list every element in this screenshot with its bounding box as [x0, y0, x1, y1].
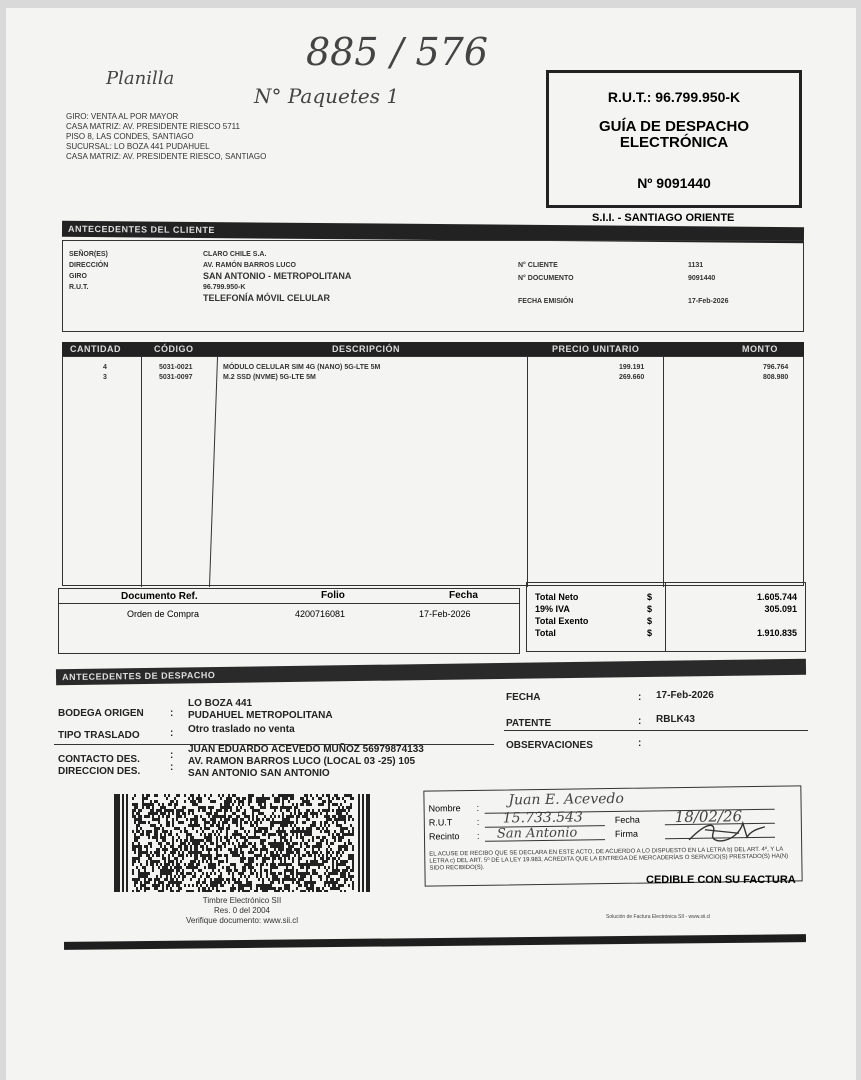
plate-label: PATENTE — [506, 718, 552, 729]
column-header-unit-price: PRECIO UNITARIO — [552, 344, 640, 354]
dispatch-date-label: FECHA — [506, 692, 541, 703]
document-number: Nº 9091440 — [637, 175, 711, 191]
contact-labels — [58, 754, 140, 778]
client-value: 96.799.950-K — [203, 284, 246, 291]
handwritten-note-center: N° Paquetes 1 — [254, 84, 400, 108]
transfer-type: Otro traslado no venta — [188, 724, 295, 735]
reference-header-document: Documento Ref. — [121, 591, 198, 602]
totals-currency — [647, 591, 652, 639]
items-table-body — [62, 356, 804, 586]
colon: : — [638, 692, 642, 703]
contact-values — [188, 744, 424, 780]
document-title-line: ELECTRÓNICA — [619, 134, 729, 151]
receipt-site-label: Recinto — [428, 831, 460, 842]
client-right-value: 1131 — [688, 262, 704, 269]
total-value — [757, 615, 797, 627]
reference-header-folio: Folio — [321, 590, 345, 601]
client-right-label: N° CLIENTE — [518, 262, 558, 269]
dispatch-guide-sheet — [6, 8, 856, 1080]
issuer-line: SUCURSAL: LO BOZA 441 PUDAHUEL — [66, 142, 210, 151]
address-value: SAN ANTONIO SAN ANTONIO — [188, 768, 330, 779]
total-value: 1.605.744 — [756, 592, 797, 602]
row-unit-price: 269.660 — [619, 374, 645, 381]
origin-warehouse-line: LO BOZA 441 — [188, 698, 253, 709]
column-header-description: DESCRIPCIÓN — [332, 344, 401, 354]
client-values — [203, 249, 351, 304]
plate: RBLK43 — [656, 714, 695, 725]
receipt-site-handwritten: San Antonio — [496, 825, 578, 842]
dispatch-section-header: ANTECEDENTES DE DESPACHO — [56, 659, 806, 685]
stamp-line: Timbre Electrónico SII — [202, 896, 282, 905]
receipt-signature-label: Firma — [614, 828, 639, 839]
client-value: CLARO CHILE S.A. — [203, 251, 267, 258]
receipt-date-label: Fecha — [614, 814, 640, 825]
transfer-type-label: TIPO TRASLADO — [58, 730, 140, 741]
colon: : — [170, 728, 174, 739]
reference-header-date: Fecha — [449, 590, 478, 601]
row-quantity: 3 — [103, 374, 107, 381]
signature-mark — [687, 817, 767, 846]
totals-box — [526, 582, 806, 652]
origin-warehouse — [188, 698, 333, 722]
reference-folio: 4200716081 — [295, 609, 346, 619]
issuer-line: PISO 8, LAS CONDES, SANTIAGO — [66, 132, 194, 141]
row-amount: 796.764 — [763, 364, 789, 371]
contact-value: JUAN EDUARDO ACEVEDO MUÑOZ 56979874133 — [188, 744, 424, 755]
document-title — [549, 119, 799, 151]
colons: : : — [170, 750, 174, 773]
colon: : — [638, 738, 642, 749]
client-right-values — [688, 259, 728, 308]
document-title-line: GUÍA DE DESPACHO — [598, 118, 749, 135]
currency-sign: $ — [647, 592, 653, 602]
client-label: GIRO — [69, 273, 87, 280]
receipt-name-label: Nombre — [428, 803, 461, 814]
footer-note: Solución de Factura Electrónica SII - www.sii.cl — [606, 914, 711, 920]
total-label: 19% IVA — [535, 604, 570, 614]
client-label: SEÑOR(ES) — [69, 251, 108, 258]
column-header-quantity: CANTIDAD — [70, 344, 121, 354]
issuer-line: GIRO: VENTA AL POR MAYOR — [66, 112, 179, 121]
receipt-legal-text: EL ACUSE DE RECIBO QUE SE DECLARA EN ESTE ACTO, DE ACUERDO A LO DISPUESTO EN LA LETRA b) DEL ART. 4º, Y LA LETRA c) DEL ART. 5º DE LA LEY 19.983, ACREDITA QUE LA ENTREGA DE MERCADERÍAS O SERVICIO(S) PRESTADO(S) HA(N) SIDO RECIBIDO(S). — [429, 846, 789, 872]
stamp-caption — [114, 896, 370, 926]
stamp-line: Res. 0 del 2004 — [213, 906, 271, 915]
handwritten-note-left: Planilla — [106, 68, 175, 89]
client-right-value: 9091440 — [688, 275, 716, 282]
column-header-amount: MONTO — [742, 344, 778, 354]
receipt-rut-handwritten: 15.733.543 — [502, 809, 584, 827]
address-label: DIRECCION DES. — [58, 766, 141, 777]
handwritten-number: 885 / 576 — [306, 30, 489, 74]
cedible-label: CEDIBLE CON SU FACTURA — [646, 874, 796, 886]
client-right-value: 17-Feb-2026 — [688, 298, 729, 305]
client-value: TELEFONÍA MÓVIL CELULAR — [203, 293, 330, 303]
row-code: 5031-0097 — [159, 374, 193, 381]
items-table-header — [62, 342, 804, 356]
address-value: AV. RAMON BARROS LUCO (LOCAL 03 -25) 105 — [188, 756, 416, 767]
client-right-label: FECHA EMISIÓN — [518, 298, 574, 305]
sii-office: S.I.I. - SANTIAGO ORIENTE — [592, 212, 735, 224]
client-right-labels — [518, 259, 574, 308]
currency-sign: $ — [647, 616, 653, 626]
row-description: M.2 SSD (NVME) 5G-LTE 5M — [223, 374, 316, 381]
receipt-box — [423, 785, 802, 886]
barcode-graphic — [114, 794, 370, 892]
client-labels — [69, 249, 108, 293]
rut-number: R.U.T.: 96.799.950-K — [607, 89, 741, 105]
observations-label: OBSERVACIONES — [506, 740, 593, 751]
totals-labels — [535, 591, 588, 639]
issuer-line: CASA MATRIZ: AV. PRESIDENTE RIESCO 5711 — [66, 122, 240, 131]
client-box — [62, 240, 804, 332]
row-description: MÓDULO CELULAR SIM 4G (NANO) 5G-LTE 5M — [223, 364, 381, 371]
client-label: R.U.T. — [69, 284, 89, 291]
issuer-line: CASA MATRIZ: AV. PRESIDENTE RIESCO, SANTIAGO — [66, 152, 267, 161]
stamp-line: Verifique documento: www.sii.cl — [185, 916, 299, 925]
currency-sign: $ — [647, 604, 653, 614]
total-value: 1.910.835 — [756, 628, 797, 638]
row-amount: 808.980 — [763, 374, 789, 381]
receipt-name-handwritten: Juan E. Acevedo — [508, 790, 624, 809]
receipt-rut-label: R.U.T — [428, 817, 453, 828]
bottom-rule — [64, 934, 806, 950]
row-quantity: 4 — [103, 364, 107, 371]
origin-warehouse-label: BODEGA ORIGEN — [58, 708, 144, 719]
client-right-label: N° DOCUMENTO — [518, 275, 574, 282]
total-label: Total Exento — [535, 616, 589, 626]
reference-document: Orden de Compra — [127, 609, 200, 619]
electronic-stamp-barcode — [114, 794, 370, 892]
document-box — [546, 70, 802, 208]
dispatch-date: 17-Feb-2026 — [656, 690, 714, 701]
colon: : — [170, 708, 174, 719]
contact-label: CONTACTO DES. — [58, 754, 140, 765]
references-box — [58, 588, 520, 654]
column-header-code: CÓDIGO — [154, 344, 194, 354]
colon: : — [638, 716, 642, 727]
total-label: Total — [535, 628, 556, 638]
row-code: 5031-0021 — [159, 364, 193, 371]
row-unit-price: 199.191 — [619, 364, 645, 371]
receipt-labels — [429, 801, 462, 843]
client-value: SAN ANTONIO - METROPOLITANA — [203, 271, 352, 281]
receipt-colons: : : : — [476, 802, 480, 841]
client-label: DIRECCIÓN — [69, 262, 109, 269]
total-label: Total Neto — [535, 592, 579, 602]
reference-date: 17-Feb-2026 — [419, 609, 471, 619]
client-section-header: ANTECEDENTES DEL CLIENTE — [62, 221, 804, 243]
receipt-right-labels — [615, 813, 640, 841]
origin-warehouse-line: PUDAHUEL METROPOLITANA — [188, 710, 333, 721]
client-value: AV. RAMÓN BARROS LUCO — [203, 262, 296, 269]
issuer-info — [66, 112, 396, 162]
receipt-date-handwritten: 18/02/26 — [674, 807, 743, 827]
currency-sign: $ — [647, 628, 653, 638]
totals-values — [757, 591, 797, 639]
total-value: 305.091 — [764, 604, 797, 614]
